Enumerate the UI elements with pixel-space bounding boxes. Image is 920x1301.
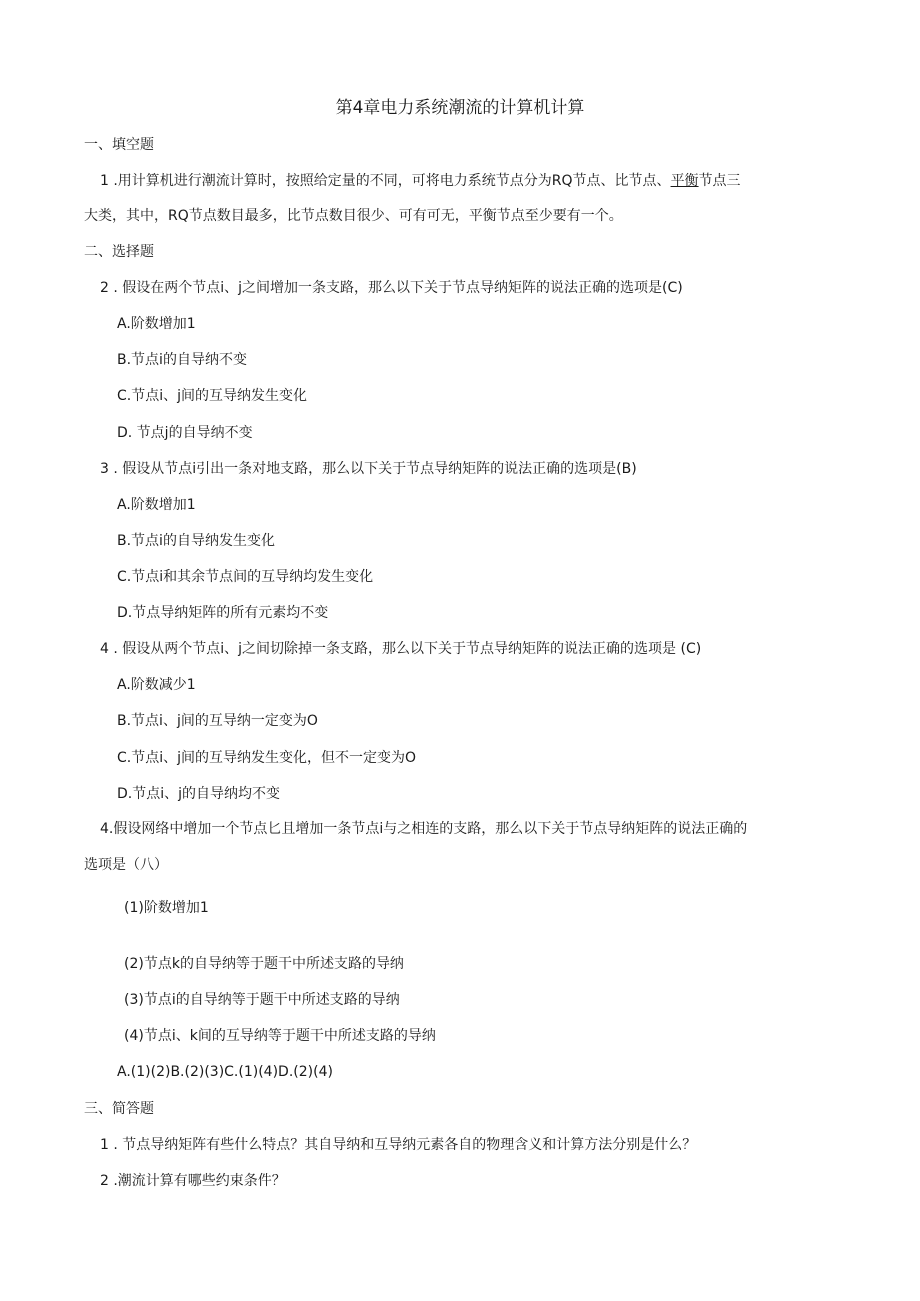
question-3-option-b: B.节点i的自导纳发生变化 <box>117 533 275 549</box>
question-3-stem: 3 . 假设从节点i引出一条对地支路，那么以下关于节点导纳矩阵的说法正确的选项是(B) <box>100 461 637 477</box>
question-1-underlined-answer: 平衡 <box>670 173 699 189</box>
question-1-text-a: 1 .用计算机进行潮流计算时，按照给定量的不同，可将电力系统节点分为RQ节点、比节点、 <box>100 173 671 189</box>
question-2-option-a: A.阶数增加1 <box>117 316 196 332</box>
section-heading-short-answer: 三、简答题 <box>84 1101 154 1117</box>
section-heading-fill-in: 一、填空题 <box>84 137 154 153</box>
short-answer-question-2: 2 .潮流计算有哪些约束条件？ <box>100 1173 286 1189</box>
short-answer-question-1: 1 . 节点导纳矩阵有些什么特点？其自导纳和互导纳元素各自的物理含义和计算方法分别是什么？ <box>100 1137 697 1153</box>
question-4-option-b: B.节点i、j间的互导纳一定变为O <box>117 713 318 729</box>
question-4-option-a: A.阶数减少1 <box>117 677 196 693</box>
question-5-item-4: (4)节点i、k间的互导纳等于题干中所述支路的导纳 <box>124 1028 436 1044</box>
question-2-option-d: D. 节点j的自导纳不变 <box>117 425 253 441</box>
question-2-option-b: B.节点i的自导纳不变 <box>117 352 247 368</box>
question-5-stem-line-1: 4.假设网络中增加一个节点匕且增加一条节点i与之相连的支路，那么以下关于节点导纳矩阵的说法正确的 <box>100 821 748 837</box>
question-4-option-d: D.节点i、j的自导纳均不变 <box>117 786 281 802</box>
question-5-item-3: (3)节点i的自导纳等于题干中所述支路的导纳 <box>124 992 400 1008</box>
question-1-line-2: 大类，其中，RQ节点数目最多，比节点数目很少、可有可无，平衡节点至少要有一个。 <box>84 208 623 224</box>
question-2-stem: 2 . 假设在两个节点i、j之间增加一条支路，那么以下关于节点导纳矩阵的说法正确的选项是(C) <box>100 280 683 296</box>
page-title: 第4章电力系统潮流的计算机计算 <box>335 98 585 118</box>
question-5-item-1: (1)阶数增加1 <box>124 900 209 916</box>
question-3-option-a: A.阶数增加1 <box>117 497 196 513</box>
section-heading-choice: 二、选择题 <box>84 244 154 260</box>
question-5-item-2: (2)节点k的自导纳等于题干中所述支路的导纳 <box>124 956 404 972</box>
question-2-option-c: C.节点i、j间的互导纳发生变化 <box>117 388 308 404</box>
question-4-option-c: C.节点i、j间的互导纳发生变化，但不一定变为O <box>117 750 417 766</box>
question-3-option-c: C.节点i和其余节点间的互导纳均发生变化 <box>117 569 374 585</box>
question-4-stem: 4 . 假设从两个节点i、j之间切除掉一条支路，那么以下关于节点导纳矩阵的说法正确的选项是 (C) <box>100 641 702 657</box>
question-5-answer-options: A.(1)(2)B.(2)(3)C.(1)(4)D.(2)(4) <box>117 1064 333 1080</box>
question-5-stem-line-2: 选项是（八） <box>84 857 168 873</box>
question-1-text-b: 节点三 <box>698 173 741 189</box>
question-3-option-d: D.节点导纳矩阵的所有元素均不变 <box>117 605 329 621</box>
question-1-line-1 <box>100 171 741 191</box>
